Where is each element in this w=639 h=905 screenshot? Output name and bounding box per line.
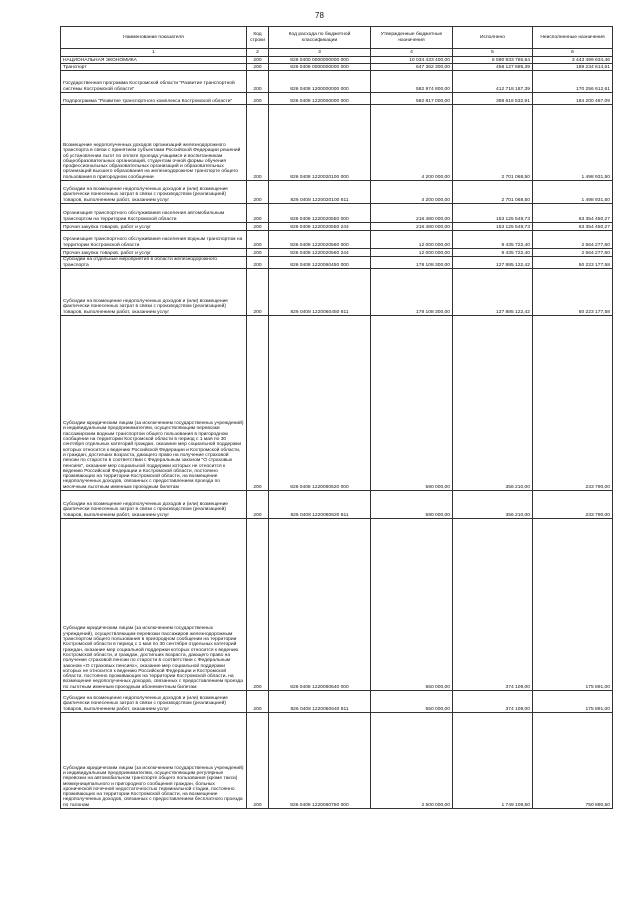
row-name: Прочая закупка товаров, работ и услуг xyxy=(61,223,247,231)
row-executed: 356 210,00 xyxy=(453,316,533,491)
row-name: Субсидии юридическим лицам (за исключением государственных учреждений) и индивидуальным предпринимателям, осуществляющим регулярные перевозки на автомобильном транспорте общего пользования (кроме такси) межмуниципального и пригородного сообщения граждан, больных хронической почечной недостаточностью терминальной стадии, постоянно проживающих на территории Костромской области, на возмещение недополученных доходов, связанных с предоставлением бесплатного проезда по талонам xyxy=(61,713,247,809)
row-code: 200 xyxy=(247,105,269,181)
row-approved: 216 480 000,00 xyxy=(371,223,453,231)
row-classification: 826 0408 1220060450 000 xyxy=(269,257,371,269)
row-unexecuted: 233 790,00 xyxy=(533,316,613,491)
row-code: 200 xyxy=(247,691,269,713)
row-unexecuted: 233 790,00 xyxy=(533,491,613,519)
row-code: 200 xyxy=(247,316,269,491)
row-approved: 12 000 000,00 xyxy=(371,231,453,249)
column-number: 1 xyxy=(61,49,247,57)
row-approved: 178 108 300,00 xyxy=(371,257,453,269)
row-classification: 826 0408 1220060640 811 xyxy=(269,691,371,713)
row-name: Возмещение недополученных доходов организаций железнодорожного транспорта в связи с принятием субъектами Российской Федерации решений об установлении льгот по оплате проезда учащимся и воспитанникам общеобразовательных организаций, студентам очной формы обучения профессиональных образовательных организаций и образовательных организаций высшего образования на железнодорожном транспорте общего пользования в пригородном сообщении xyxy=(61,105,247,181)
row-executed: 9 435 722,40 xyxy=(453,231,533,249)
table-row xyxy=(61,519,613,691)
row-unexecuted: 170 256 612,61 xyxy=(533,71,613,93)
row-name: Субсидии на возмещение недополученных доходов и (или) возмещение фактически понесенных затрат в связи с производством (реализацией) товаров, выполнением работ, оказанием услуг xyxy=(61,269,247,316)
row-approved: 582 817 000,00 xyxy=(371,93,453,105)
row-unexecuted: 175 891,00 xyxy=(533,519,613,691)
table-row xyxy=(61,223,613,231)
row-name: Подпрограмма "Развитие транспортного комплекса Костромской области" xyxy=(61,93,247,105)
row-approved: 216 480 000,00 xyxy=(371,204,453,223)
table-row xyxy=(61,64,613,71)
row-approved: 2 500 000,00 xyxy=(371,713,453,809)
row-executed: 1 749 109,50 xyxy=(453,713,533,809)
row-approved: 178 108 300,00 xyxy=(371,269,453,316)
row-name: Субсидии на возмещение недополученных доходов и (или) возмещение фактически понесенных затрат в связи с производством (реализацией) товаров, выполнением работ, оказанием услуг xyxy=(61,181,247,204)
row-unexecuted: 2 564 277,60 xyxy=(533,249,613,257)
table-row xyxy=(61,57,613,64)
row-executed: 2 701 068,50 xyxy=(453,181,533,204)
row-name: Субсидии на отдельные мероприятия в области железнодорожного транспорта xyxy=(61,257,247,269)
table-row xyxy=(61,181,613,204)
table-row xyxy=(61,257,613,269)
row-executed: 9 435 722,40 xyxy=(453,249,533,257)
row-classification: 826 0408 1220060450 811 xyxy=(269,269,371,316)
row-name: Организация транспортного обслуживания населения водным транспортом на территории Костромской области xyxy=(61,231,247,249)
row-code: 200 xyxy=(247,231,269,249)
row-unexecuted: 63 354 450,27 xyxy=(533,223,613,231)
row-name: Организация транспортного обслуживания населения автомобильным транспортом на территории Костромской области xyxy=(61,204,247,223)
row-unexecuted: 189 234 614,61 xyxy=(533,64,613,71)
header-code: Код строки xyxy=(247,27,269,49)
row-approved: 590 000,00 xyxy=(371,491,453,519)
row-executed: 6 590 933 765,54 xyxy=(453,57,533,64)
row-name: Субсидии юридическим лицам (за исключением государственных учреждений), осуществляющим перевозки пассажиров железнодорожным транспортом общего пользования в пригородном сообщении на территории Костромской области в период с 1 мая по 30 сентября отдельных категорий граждан, оказание мер социальной поддержки которых относится к ведению Костромской области, и граждан, достигших возраста, дающего право на получение страховой пенсии по старости в соответствии с Федеральным законом «О страховых пенсиях», оказание мер социальной поддержки которых не относится к ведению Российской Федерации и Костромской области, постоянно проживающих на территории Костромской области, на возмещение недополученных доходов, связанных с предоставлением проезда по льготным именным проездным абонементным билетам xyxy=(61,519,247,691)
row-unexecuted: 63 354 450,27 xyxy=(533,204,613,223)
row-classification: 826 0408 1220000000 000 xyxy=(269,93,371,105)
table-header-row xyxy=(61,27,613,49)
row-approved: 4 200 000,00 xyxy=(371,181,453,204)
row-approved: 550 000,00 xyxy=(371,691,453,713)
row-executed: 2 701 068,50 xyxy=(453,105,533,181)
row-unexecuted: 3 443 499 634,46 xyxy=(533,57,613,64)
row-classification: 826 0408 1220060640 000 xyxy=(269,519,371,691)
row-unexecuted: 175 891,00 xyxy=(533,691,613,713)
budget-execution-table xyxy=(60,26,613,809)
row-classification: 826 0408 1220020550 000 xyxy=(269,204,371,223)
row-name: Транспорт xyxy=(61,64,247,71)
row-executed: 374 109,00 xyxy=(453,691,533,713)
row-unexecuted: 2 564 277,60 xyxy=(533,231,613,249)
row-unexecuted: 1 498 931,50 xyxy=(533,105,613,181)
row-code: 200 xyxy=(247,257,269,269)
row-approved: 4 200 000,00 xyxy=(371,105,453,181)
row-approved: 590 000,00 xyxy=(371,316,453,491)
table-row xyxy=(61,691,613,713)
page-number: 78 xyxy=(315,11,324,20)
row-classification: 826 0408 1220020550 244 xyxy=(269,223,371,231)
table-row xyxy=(61,269,613,316)
table-body xyxy=(61,57,613,809)
row-name: Субсидии на возмещение недополученных доходов и (или) возмещение фактически понесенных затрат в связи с производством (реализацией) товаров, выполнением работ, оказанием услуг xyxy=(61,691,247,713)
column-number: 5 xyxy=(453,49,533,57)
row-code: 200 xyxy=(247,713,269,809)
row-approved: 582 974 800,00 xyxy=(371,71,453,93)
table-row xyxy=(61,71,613,93)
row-name: НАЦИОНАЛЬНАЯ ЭКОНОМИКА xyxy=(61,57,247,64)
column-number: 3 xyxy=(269,49,371,57)
row-code: 200 xyxy=(247,519,269,691)
row-code: 200 xyxy=(247,249,269,257)
row-name: Прочая закупка товаров, работ и услуг xyxy=(61,249,247,257)
row-classification: 826 0408 1220020100 000 xyxy=(269,105,371,181)
row-name: Субсидии юридическим лицам (за исключением государственных учреждений) и индивидуальным предпринимателям, осуществляющим перевозки пассажирским водным транспортом общего пользования в пригородном сообщении на территории Костромской области в период с 1 мая по 30 сентября отдельных категорий граждан, оказание мер социальной поддержки которых относится к ведению Российской Федерации и Костромской области, и граждан, достигших возраста, дающего право на получение страховой пенсии по старости в соответствии с Федеральным законом "О страховых пенсиях", оказание мер социальной поддержки которых не относится к ведению Российской Федерации и Костромской области, постоянно проживающих на территории Костромской области, на возмещение недополученных доходов, связанных с предоставлением проезда по месячным льготным именным проездным билетам xyxy=(61,316,247,491)
row-classification: 826 0408 0000000000 000 xyxy=(269,64,371,71)
row-classification: 826 0408 1220020560 000 xyxy=(269,231,371,249)
table-row xyxy=(61,491,613,519)
table-row xyxy=(61,204,613,223)
column-number: 2 xyxy=(247,49,269,57)
header-executed: Исполнено xyxy=(453,27,533,49)
row-code: 200 xyxy=(247,181,269,204)
row-classification: 826 0408 1220020560 244 xyxy=(269,249,371,257)
row-code: 200 xyxy=(247,93,269,105)
row-code: 200 xyxy=(247,71,269,93)
row-executed: 153 125 549,73 xyxy=(453,223,533,231)
row-classification: 826 0408 1200000000 000 xyxy=(269,71,371,93)
header-name: Наименование показателя xyxy=(61,27,247,49)
row-unexecuted: 1 498 931,50 xyxy=(533,181,613,204)
row-unexecuted: 50 223 177,58 xyxy=(533,257,613,269)
row-code: 200 xyxy=(247,269,269,316)
row-approved: 12 000 000,00 xyxy=(371,249,453,257)
table-row xyxy=(61,249,613,257)
column-number: 6 xyxy=(533,49,613,57)
row-unexecuted: 184 200 467,09 xyxy=(533,93,613,105)
row-approved: 647 362 300,00 xyxy=(371,64,453,71)
header-classification: Код расхода по бюджетной классификации xyxy=(269,27,371,49)
row-classification: 826 0408 1220060620 811 xyxy=(269,491,371,519)
row-executed: 153 125 549,73 xyxy=(453,204,533,223)
row-code: 200 xyxy=(247,57,269,64)
row-unexecuted: 750 890,50 xyxy=(533,713,613,809)
row-classification: 826 0408 1220020100 811 xyxy=(269,181,371,204)
row-code: 200 xyxy=(247,204,269,223)
row-executed: 127 885 122,42 xyxy=(453,257,533,269)
table-row xyxy=(61,93,613,105)
row-classification: 826 0408 1220060620 000 xyxy=(269,316,371,491)
header-unexecuted: Неисполненные назначения xyxy=(533,27,613,49)
row-name: Государственная программа Костромской области "Развитие транспортной системы Костромской области" xyxy=(61,71,247,93)
row-name: Субсидии на возмещение недополученных доходов и (или) возмещение фактически понесенных затрат в связи с производством (реализацией) товаров, выполнением работ, оказанием услуг xyxy=(61,491,247,519)
column-number: 4 xyxy=(371,49,453,57)
table-row xyxy=(61,316,613,491)
row-unexecuted: 50 223 177,58 xyxy=(533,269,613,316)
row-executed: 374 109,00 xyxy=(453,519,533,691)
row-code: 200 xyxy=(247,64,269,71)
header-approved: Утвержденные бюджетные назначения xyxy=(371,27,453,49)
row-executed: 412 718 187,39 xyxy=(453,71,533,93)
column-number-row xyxy=(61,49,613,57)
row-approved: 10 034 433 400,00 xyxy=(371,57,453,64)
table-row xyxy=(61,713,613,809)
row-code: 200 xyxy=(247,223,269,231)
row-approved: 550 000,00 xyxy=(371,519,453,691)
row-executed: 127 885 122,42 xyxy=(453,269,533,316)
row-executed: 356 210,00 xyxy=(453,491,533,519)
row-executed: 458 127 685,39 xyxy=(453,64,533,71)
row-classification: 826 0400 0000000000 000 xyxy=(269,57,371,64)
row-executed: 398 616 532,91 xyxy=(453,93,533,105)
row-code: 200 xyxy=(247,491,269,519)
row-classification: 826 0408 1220060750 000 xyxy=(269,713,371,809)
table-row xyxy=(61,105,613,181)
table-row xyxy=(61,231,613,249)
